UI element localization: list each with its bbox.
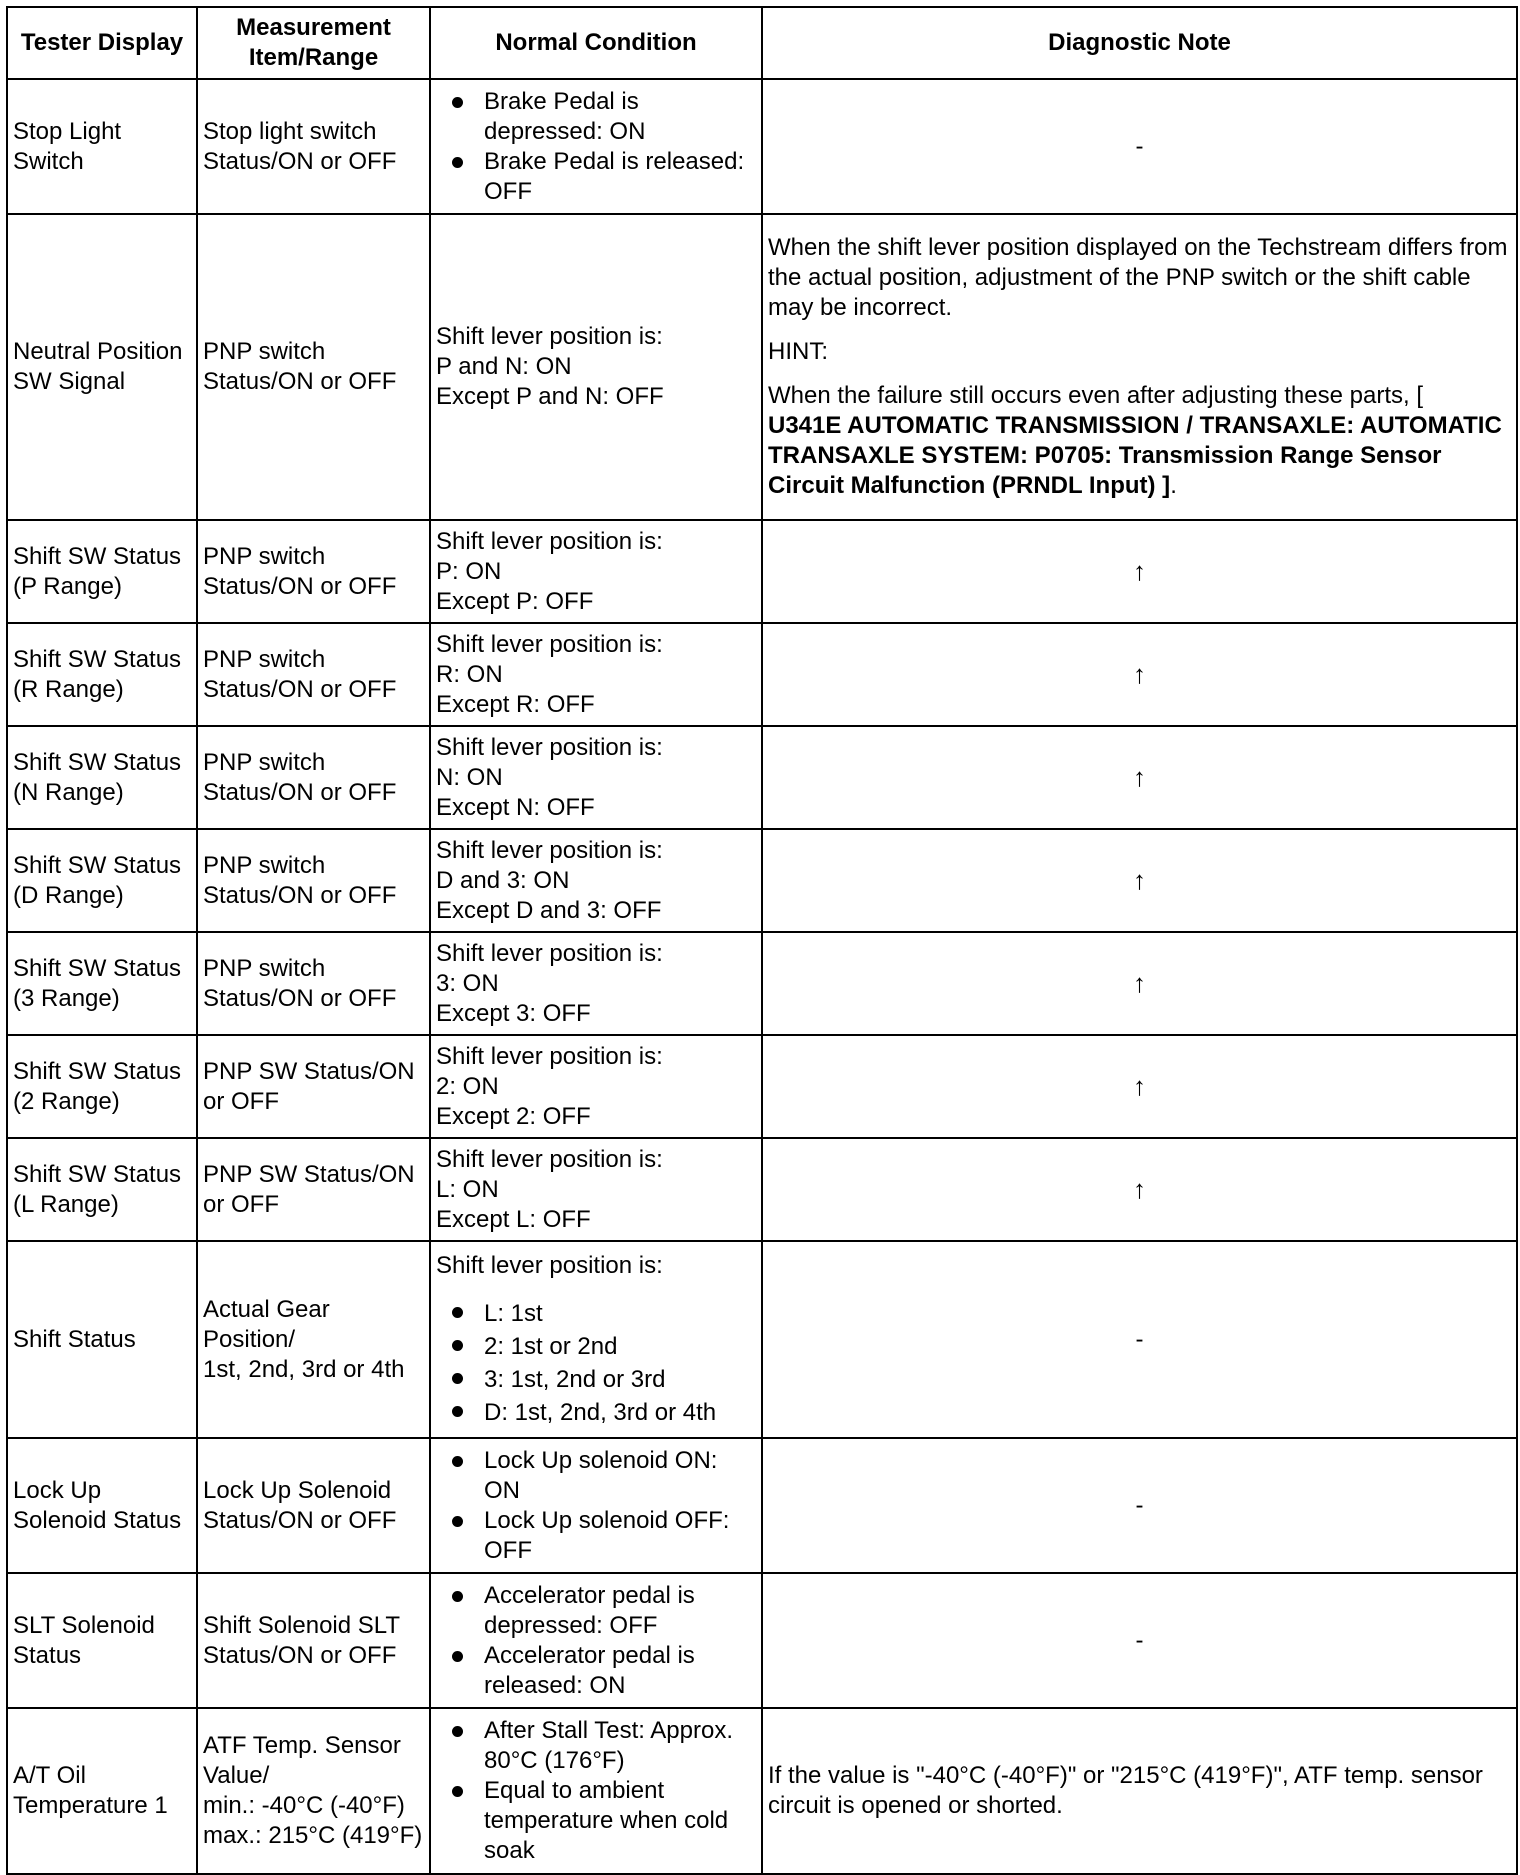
list-item: Equal to ambient temperature when cold soak <box>436 1776 759 1866</box>
normal-condition-cell <box>430 932 762 1035</box>
table-row <box>7 1573 1517 1708</box>
measurement-line: min.: -40°C (-40°F) <box>203 1792 405 1819</box>
table-row <box>7 829 1517 932</box>
normal-line: Except P and N: OFF <box>436 383 664 410</box>
normal-line: Shift lever position is: <box>436 939 663 967</box>
ditto-arrow-icon: ↑ <box>1133 864 1146 895</box>
diagnostic-note-cell <box>762 520 1517 623</box>
ditto-arrow-icon: ↑ <box>1133 555 1146 586</box>
normal-line: Shift lever position is: <box>436 1145 663 1173</box>
tester-display-cell: Lock Up Solenoid Status <box>7 1438 197 1573</box>
measurement-line: 1st, 2nd, 3rd or 4th <box>203 1355 405 1383</box>
diagnostic-note-cell <box>762 726 1517 829</box>
list-item: 3: 1st, 2nd or 3rd <box>436 1363 759 1396</box>
measurement-cell <box>197 1241 430 1438</box>
normal-line: D and 3: ON <box>436 866 570 894</box>
diagnostic-note-cell <box>762 932 1517 1035</box>
measurement-line: Actual Gear Position/ <box>203 1295 330 1353</box>
normal-line: Except R: OFF <box>436 690 595 718</box>
normal-condition-list <box>436 1446 759 1566</box>
normal-condition-cell <box>430 1438 762 1573</box>
diagnostic-note-cell <box>762 1035 1517 1138</box>
normal-line: P and N: ON <box>436 353 572 380</box>
tester-display-cell: Shift Status <box>7 1241 197 1438</box>
table-row <box>7 932 1517 1035</box>
list-item: Lock Up solenoid OFF: OFF <box>436 1506 759 1566</box>
normal-condition-list <box>436 1716 759 1866</box>
reference-link[interactable]: U341E AUTOMATIC TRANSMISSION / TRANSAXLE: AUTOMATIC TRANSAXLE SYSTEM: P0705: Transmission Range Sensor Circuit Malfunction (PRNDL Input) ] <box>768 412 1502 499</box>
list-item: L: 1st <box>436 1297 759 1330</box>
measurement-cell: PNP switch Status/ON or OFF <box>197 520 430 623</box>
data-list-table-sheet <box>6 6 1516 1866</box>
normal-condition-list <box>436 87 759 207</box>
normal-condition-cell <box>430 1035 762 1138</box>
measurement-cell <box>197 1708 430 1874</box>
tester-display-cell: Shift SW Status (N Range) <box>7 726 197 829</box>
table-row <box>7 1035 1517 1138</box>
list-item: Accelerator pedal is depressed: OFF <box>436 1581 759 1641</box>
tester-display-cell: Shift SW Status (P Range) <box>7 520 197 623</box>
normal-line: Except L: OFF <box>436 1205 591 1233</box>
note-prefix: When the failure still occurs even after adjusting these parts, [ <box>768 382 1423 409</box>
normal-condition-cell <box>430 1241 762 1438</box>
normal-line: Shift lever position is: <box>436 836 663 864</box>
header-diagnostic-note: Diagnostic Note <box>762 7 1517 79</box>
measurement-cell: PNP switch Status/ON or OFF <box>197 726 430 829</box>
measurement-line: ATF Temp. Sensor Value/ <box>203 1732 401 1789</box>
table-row <box>7 79 1517 214</box>
diagnostic-note-cell: - <box>762 1573 1517 1708</box>
measurement-cell: Lock Up Solenoid Status/ON or OFF <box>197 1438 430 1573</box>
normal-condition-cell <box>430 520 762 623</box>
normal-condition-cell <box>430 1573 762 1708</box>
data-list-table <box>6 6 1518 1875</box>
measurement-cell: PNP switch Status/ON or OFF <box>197 932 430 1035</box>
ditto-arrow-icon: ↑ <box>1133 658 1146 689</box>
note-hint: HINT: <box>768 338 828 365</box>
table-row <box>7 1708 1517 1874</box>
header-row <box>7 7 1517 79</box>
table-row <box>7 726 1517 829</box>
normal-condition-cell <box>430 214 762 520</box>
normal-condition-cell <box>430 726 762 829</box>
normal-line: Shift lever position is: <box>436 630 663 658</box>
header-measurement: Measurement Item/Range <box>197 7 430 79</box>
table-row <box>7 1438 1517 1573</box>
table-row <box>7 1241 1517 1438</box>
normal-line: Shift lever position is: <box>436 323 663 350</box>
measurement-cell: Stop light switch Status/ON or OFF <box>197 79 430 214</box>
list-item: D: 1st, 2nd, 3rd or 4th <box>436 1396 759 1429</box>
header-tester-display: Tester Display <box>7 7 197 79</box>
normal-line: Except 2: OFF <box>436 1102 591 1130</box>
measurement-line: max.: 215°C (419°F) <box>203 1822 423 1849</box>
header-normal-condition: Normal Condition <box>430 7 762 79</box>
diagnostic-note-cell <box>762 829 1517 932</box>
normal-condition-list <box>436 1297 759 1429</box>
table-row <box>7 214 1517 520</box>
measurement-cell: PNP switch Status/ON or OFF <box>197 829 430 932</box>
normal-line: Shift lever position is: <box>436 527 663 555</box>
table-row <box>7 1138 1517 1241</box>
normal-line: Except N: OFF <box>436 793 595 821</box>
diagnostic-note-cell <box>762 214 1517 520</box>
diagnostic-note-cell <box>762 1138 1517 1241</box>
ditto-arrow-icon: ↑ <box>1133 1070 1146 1101</box>
normal-condition-cell <box>430 79 762 214</box>
tester-display-cell: Neutral Position SW Signal <box>7 214 197 520</box>
list-item: Accelerator pedal is released: ON <box>436 1641 759 1701</box>
normal-line: Except D and 3: OFF <box>436 896 662 924</box>
measurement-cell: PNP switch Status/ON or OFF <box>197 214 430 520</box>
ditto-arrow-icon: ↑ <box>1133 761 1146 792</box>
normal-condition-cell <box>430 1138 762 1241</box>
tester-display-cell: SLT Solenoid Status <box>7 1573 197 1708</box>
ditto-arrow-icon: ↑ <box>1133 1173 1146 1204</box>
diagnostic-note-cell: - <box>762 1241 1517 1438</box>
spacer <box>436 1281 759 1297</box>
table-row <box>7 520 1517 623</box>
note-paragraph: When the shift lever position displayed on the Techstream differs from the actual position, adjustment of the PNP switch or the shift cable may be incorrect. <box>768 234 1508 321</box>
normal-line: N: ON <box>436 763 503 791</box>
normal-line: R: ON <box>436 660 503 688</box>
diagnostic-note-cell: If the value is "-40°C (-40°F)" or "215°C (419°F)", ATF temp. sensor circuit is opened or shorted. <box>762 1708 1517 1874</box>
normal-line: 2: ON <box>436 1072 499 1100</box>
diagnostic-note-cell <box>762 623 1517 726</box>
list-item: Lock Up solenoid ON: ON <box>436 1446 759 1506</box>
normal-line: L: ON <box>436 1175 499 1203</box>
measurement-cell: PNP switch Status/ON or OFF <box>197 623 430 726</box>
normal-condition-list <box>436 1581 759 1701</box>
measurement-cell: Shift Solenoid SLT Status/ON or OFF <box>197 1573 430 1708</box>
tester-display-cell: Shift SW Status (3 Range) <box>7 932 197 1035</box>
tester-display-cell: Shift SW Status (L Range) <box>7 1138 197 1241</box>
list-item: 2: 1st or 2nd <box>436 1330 759 1363</box>
ditto-arrow-icon: ↑ <box>1133 967 1146 998</box>
list-item: After Stall Test: Approx. 80°C (176°F) <box>436 1716 759 1776</box>
measurement-cell: PNP SW Status/ON or OFF <box>197 1138 430 1241</box>
tester-display-cell: Shift SW Status (D Range) <box>7 829 197 932</box>
tester-display-cell: Shift SW Status (R Range) <box>7 623 197 726</box>
normal-line: 3: ON <box>436 969 499 997</box>
normal-line: Except P: OFF <box>436 587 594 615</box>
normal-line: Shift lever position is: <box>436 1042 663 1070</box>
note-suffix: . <box>1170 472 1177 499</box>
diagnostic-note-cell: - <box>762 1438 1517 1573</box>
list-item: Brake Pedal is released: OFF <box>436 147 759 207</box>
list-item: Brake Pedal is depressed: ON <box>436 87 759 147</box>
normal-condition-cell <box>430 1708 762 1874</box>
normal-line: Except 3: OFF <box>436 999 591 1027</box>
tester-display-cell: Shift SW Status (2 Range) <box>7 1035 197 1138</box>
normal-condition-cell <box>430 623 762 726</box>
tester-display-cell: Stop Light Switch <box>7 79 197 214</box>
diagnostic-note-cell: - <box>762 79 1517 214</box>
table-row <box>7 623 1517 726</box>
normal-line: Shift lever position is: <box>436 733 663 761</box>
tester-display-cell: A/T Oil Temperature 1 <box>7 1708 197 1874</box>
note-paragraph <box>768 381 1511 501</box>
normal-line: P: ON <box>436 557 502 585</box>
normal-condition-cell <box>430 829 762 932</box>
normal-intro: Shift lever position is: <box>436 1251 663 1279</box>
measurement-cell: PNP SW Status/ON or OFF <box>197 1035 430 1138</box>
